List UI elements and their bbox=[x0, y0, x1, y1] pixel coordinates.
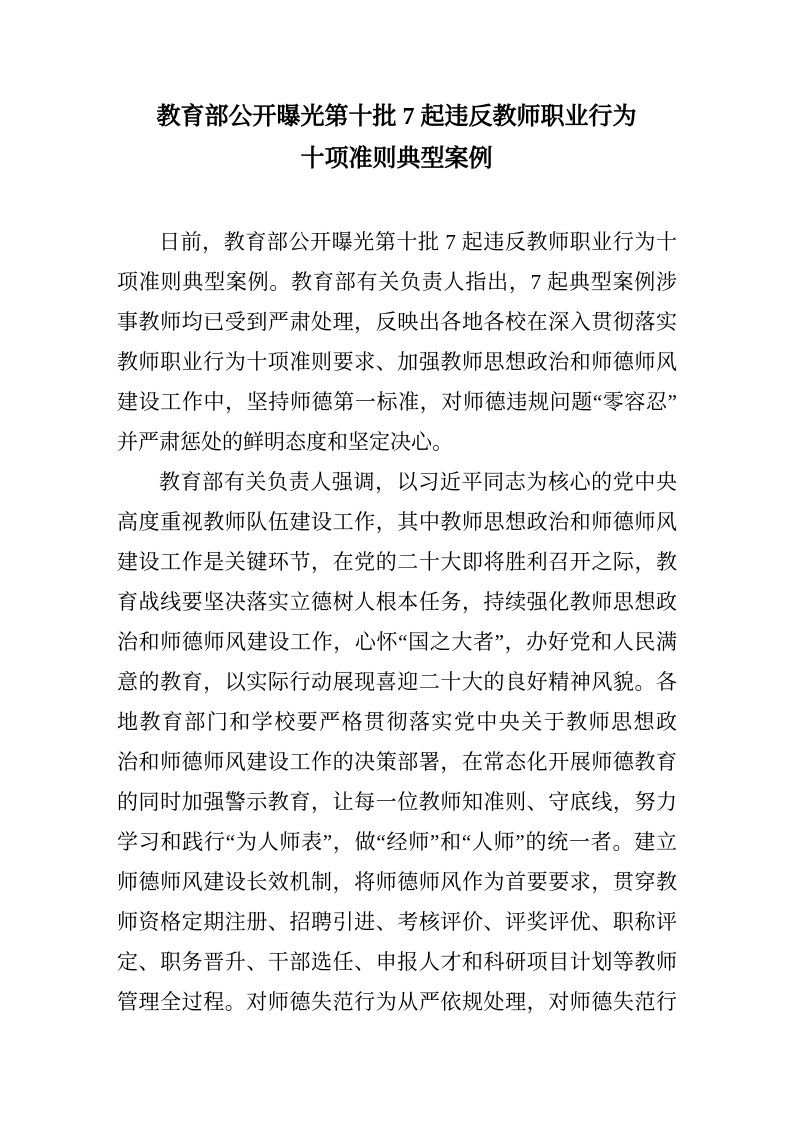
document-title bbox=[0, 96, 793, 180]
text-line: 教育部有关负责人强调，以习近平同志为核心的党中央 bbox=[159, 470, 677, 494]
text-line: 地教育部门和学校要严格贯彻落实党中央关于教师思想政 bbox=[117, 710, 677, 734]
text-line: 建设工作是关键环节，在党的二十大即将胜利召开之际，教 bbox=[117, 550, 677, 574]
text-line: 的同时加强警示教育，让每一位教师知准则、守底线，努力 bbox=[117, 790, 677, 814]
text-line: 师德师风建设长效机制，将师德师风作为首要要求，贯穿教 bbox=[117, 870, 677, 894]
text-line: 学习和践行“为人师表”，做“经师”和“人师”的统一者。建立 bbox=[117, 830, 677, 854]
text-line: 项准则典型案例。教育部有关负责人指出，7 起典型案例涉 bbox=[117, 270, 677, 294]
title-line: 十项准则典型案例 bbox=[300, 146, 493, 172]
text-line: 育战线要坚决落实立德树人根本任务，持续强化教师思想政 bbox=[117, 590, 677, 614]
text-line: 并严肃惩处的鲜明态度和坚定决心。 bbox=[117, 430, 453, 454]
text-line: 管理全过程。对师德失范行为从严依规处理，对师德失范行 bbox=[117, 990, 677, 1014]
text-line: 师资格定期注册、招聘引进、考核评价、评奖评优、职称评 bbox=[117, 910, 677, 934]
paragraph-1 bbox=[117, 222, 677, 462]
title-line: 教育部公开曝光第十批 7 起违反教师职业行为 bbox=[156, 104, 637, 130]
text-line: 意的教育，以实际行动展现喜迎二十大的良好精神风貌。各 bbox=[117, 670, 677, 694]
paragraph-2 bbox=[117, 462, 677, 1022]
text-line: 定、职务晋升、干部选任、申报人才和科研项目计划等教师 bbox=[117, 950, 677, 974]
document-body bbox=[117, 222, 677, 1022]
text-line: 治和师德师风建设工作的决策部署，在常态化开展师德教育 bbox=[117, 750, 677, 774]
text-line: 建设工作中，坚持师德第一标准，对师德违规问题“零容忍” bbox=[117, 390, 677, 414]
text-line: 日前，教育部公开曝光第十批 7 起违反教师职业行为十 bbox=[159, 230, 677, 254]
text-line: 治和师德师风建设工作，心怀“国之大者”，办好党和人民满 bbox=[117, 630, 677, 654]
text-line: 高度重视教师队伍建设工作，其中教师思想政治和师德师风 bbox=[117, 510, 677, 534]
text-line: 事教师均已受到严肃处理，反映出各地各校在深入贯彻落实 bbox=[117, 310, 677, 334]
text-line: 教师职业行为十项准则要求、加强教师思想政治和师德师风 bbox=[117, 350, 677, 374]
